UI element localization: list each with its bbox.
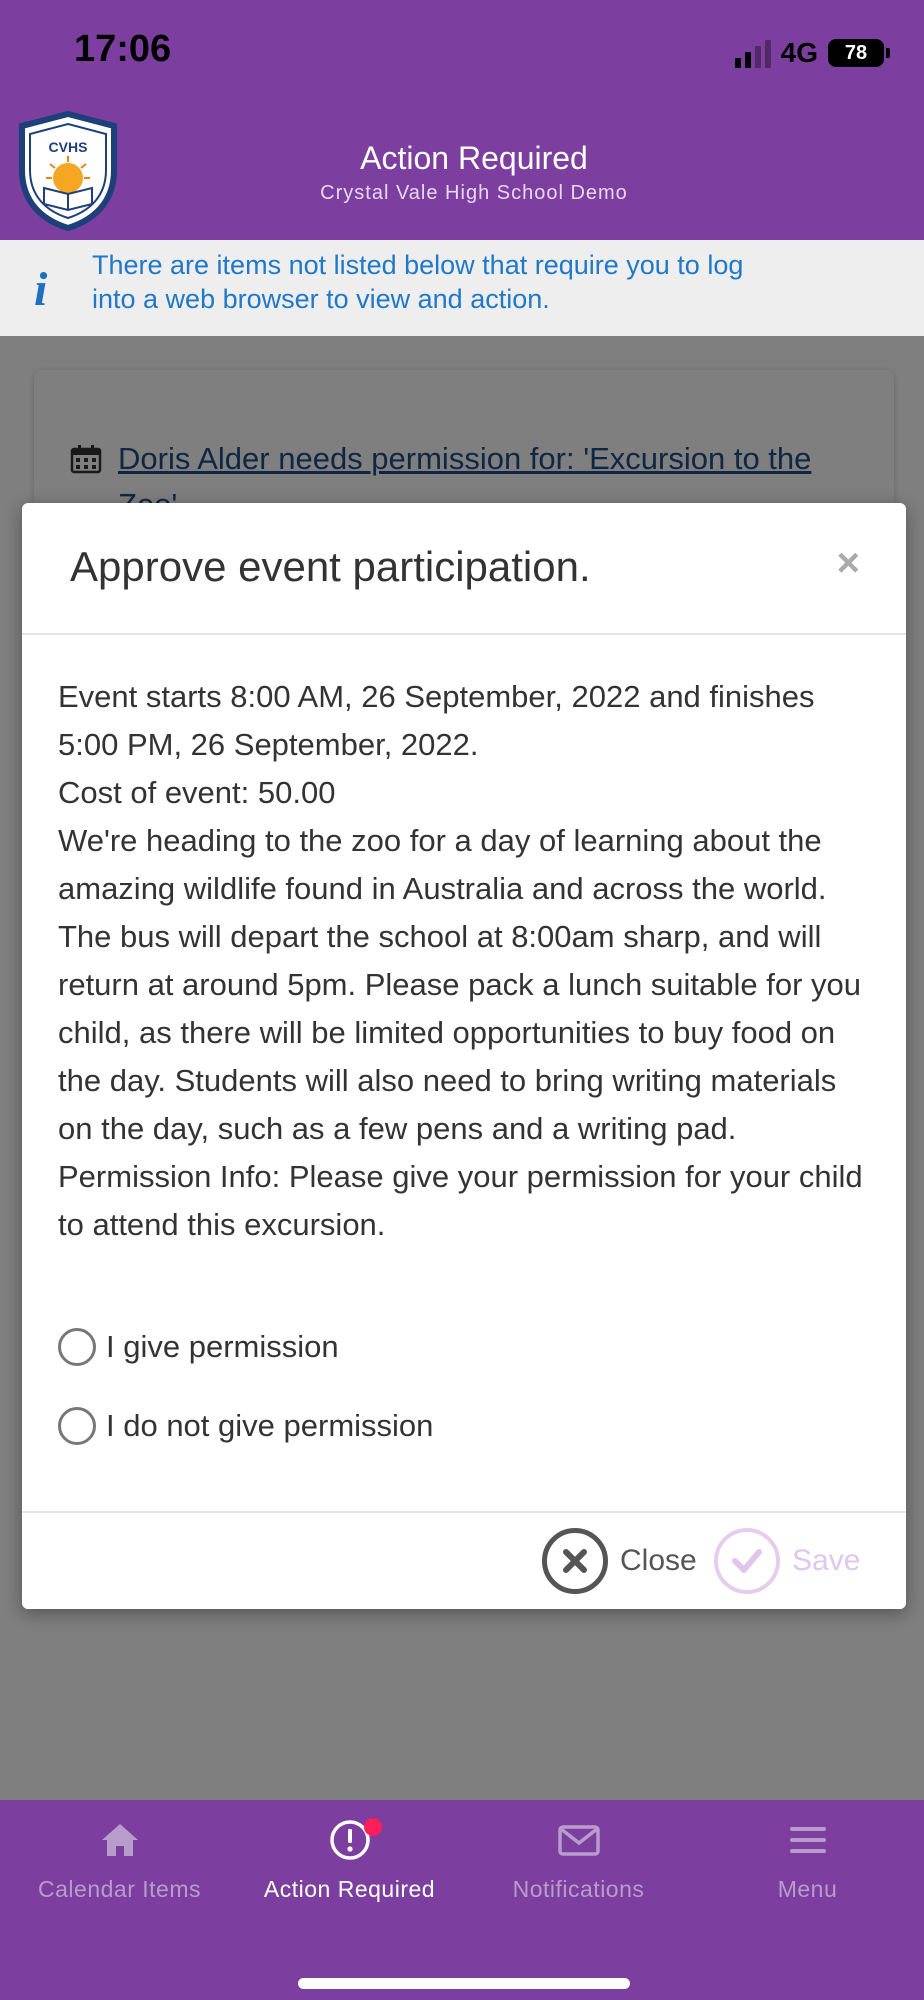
info-banner-text: There are items not listed below that require you to log into a web browser to view and action. — [92, 250, 744, 314]
approve-event-modal — [22, 503, 906, 1609]
close-circle-icon — [542, 1528, 608, 1594]
radio-button[interactable] — [58, 1407, 96, 1445]
option-label: I give permission — [106, 1329, 339, 1364]
nav-notifications[interactable] — [463, 1818, 694, 1928]
radio-button[interactable] — [58, 1328, 96, 1366]
logo-text: CVHS — [48, 139, 88, 155]
menu-icon — [786, 1818, 830, 1862]
network-type: 4G — [780, 37, 818, 68]
modal-title: Approve event participation. — [70, 543, 591, 590]
page-title: Action Required — [360, 140, 588, 176]
nav-menu[interactable] — [692, 1818, 923, 1928]
give-permission-option[interactable] — [58, 1328, 339, 1366]
battery-level: 78 — [844, 41, 868, 64]
home-indicator — [298, 1978, 630, 1989]
check-circle-icon — [714, 1528, 780, 1594]
status-indicators — [735, 36, 884, 70]
deny-permission-option[interactable] — [58, 1407, 433, 1445]
event-cost: Cost of event: 50.00 — [58, 775, 336, 810]
modal-body — [58, 673, 878, 1249]
nav-label: Menu — [777, 1876, 838, 1902]
nav-calendar-items[interactable] — [4, 1818, 235, 1928]
event-times: Event starts 8:00 AM, 26 September, 2022 and finishes 5:00 PM, 26 September, 2022. — [58, 679, 815, 762]
close-button[interactable] — [542, 1528, 697, 1594]
status-bar — [0, 0, 924, 105]
close-icon[interactable]: × — [836, 541, 860, 585]
permission-info: Permission Info: Please give your permission for your child to attend this excursion. — [58, 1159, 863, 1242]
nav-label: Notifications — [512, 1876, 645, 1902]
status-time: 17:06 — [74, 28, 172, 70]
mail-icon — [557, 1818, 601, 1862]
close-button-label: Close — [620, 1544, 697, 1577]
nav-action-required[interactable] — [234, 1818, 465, 1928]
info-icon: i — [34, 263, 48, 316]
modal-footer-divider — [22, 1511, 906, 1513]
notification-badge — [364, 1818, 382, 1836]
home-icon — [98, 1818, 142, 1862]
page-subtitle: Crystal Vale High School Demo — [320, 182, 628, 204]
option-label: I do not give permission — [106, 1408, 434, 1443]
nav-label: Action Required — [263, 1876, 436, 1902]
modal-header-divider — [22, 633, 906, 635]
event-description: We're heading to the zoo for a day of learning about the amazing wildlife found in Australia and across the world. The bus will depart the school at 8:00am sharp, and will return at around 5pm. Please pack a lunch suitable for you child, as there will be limited opportunities to buy food on the day. Students will also need to bring writing materials on the day, such as a few pens and a writing pad. — [58, 823, 862, 1146]
save-button[interactable] — [714, 1528, 860, 1594]
save-button-label: Save — [792, 1544, 861, 1577]
battery-icon — [828, 39, 884, 67]
nav-label: Calendar Items — [38, 1876, 201, 1902]
signal-icon — [735, 38, 771, 68]
